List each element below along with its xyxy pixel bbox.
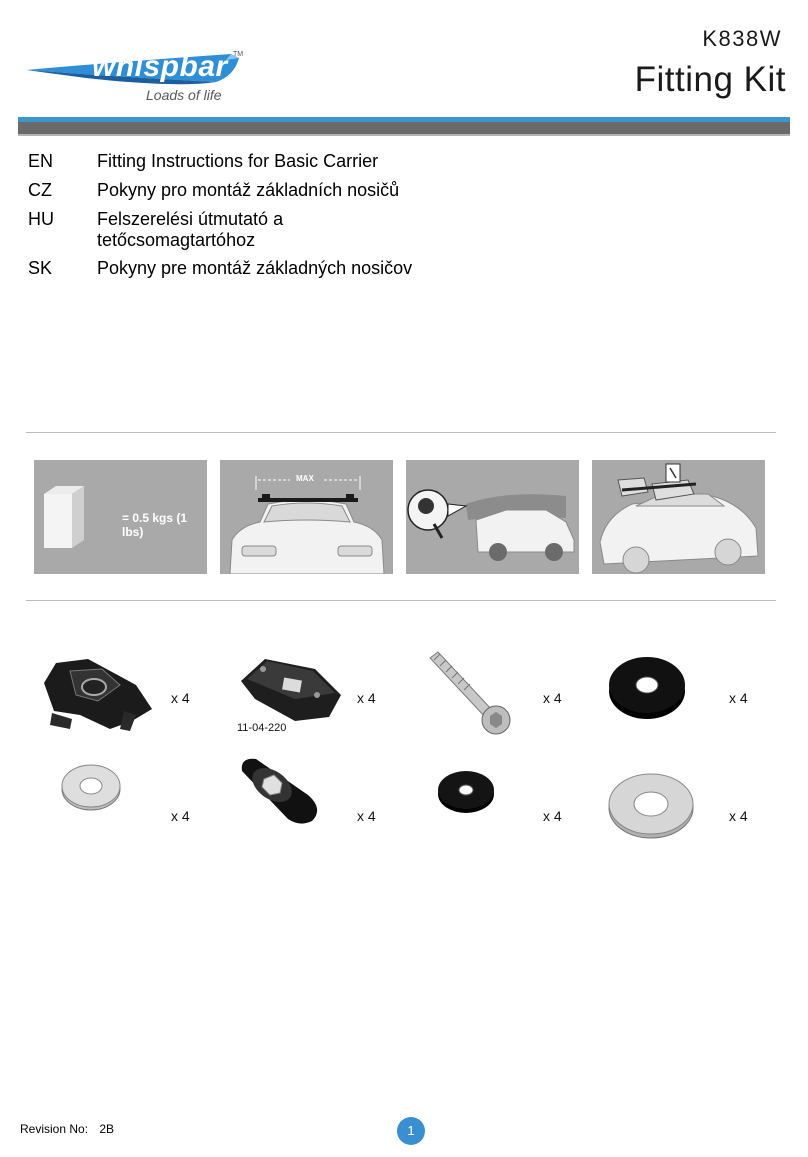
- bolt-icon: [420, 650, 512, 738]
- part-qty: x 4: [729, 690, 748, 706]
- flat-washer-small-icon: [60, 762, 122, 812]
- lang-code-hu: HU: [28, 209, 54, 229]
- car-roof-load-icon: [592, 460, 765, 574]
- page-number: 1: [397, 1117, 425, 1145]
- lang-code-cz: CZ: [28, 180, 52, 200]
- clamp-base-icon: [235, 655, 347, 725]
- model-number: K838W: [702, 26, 782, 51]
- rubber-washer-small-icon: [436, 770, 496, 814]
- lang-text-cz: Pokyny pro montáž základních nosičů: [97, 180, 400, 200]
- measure-panel: [406, 460, 579, 574]
- bar-spread-panel: [220, 460, 393, 574]
- tape-measure-car-icon: [406, 460, 579, 574]
- header-band: [18, 122, 790, 134]
- header-band-shadow: [18, 134, 790, 136]
- weight-label: = 0.5 kgs (1 lbs): [122, 511, 188, 539]
- max-label: MAX: [296, 474, 314, 483]
- divider: [26, 432, 776, 433]
- part-qty: x 4: [171, 690, 190, 706]
- lang-text-sk: Pokyny pre montáž základných nosičov: [97, 258, 413, 278]
- part-qty: x 4: [543, 690, 562, 706]
- rubber-washer-large-icon: [607, 655, 687, 721]
- lang-code-en: EN: [28, 151, 54, 171]
- lang-text-hu: Felszerelési útmutató a tetőcsomagtartóhoz: [97, 209, 284, 250]
- part-qty: x 4: [729, 808, 748, 824]
- lang-code-sk: SK: [28, 258, 53, 278]
- weight-panel: [34, 460, 207, 574]
- foot-pad-icon: [40, 655, 156, 733]
- roof-load-panel: [592, 460, 765, 574]
- part-qty: x 4: [357, 690, 376, 706]
- revision-value: 2B: [99, 1122, 115, 1136]
- flat-washer-large-icon: [606, 768, 696, 840]
- part-number: 11-04-220: [237, 722, 287, 734]
- trademark: TM: [233, 51, 244, 58]
- lang-text-en: Fitting Instructions for Basic Carrier: [97, 151, 379, 171]
- revision-label: Revision No:: [20, 1122, 89, 1136]
- part-qty: x 4: [357, 808, 376, 824]
- divider: [26, 600, 776, 601]
- nut-plate-icon: [236, 755, 326, 827]
- part-qty: x 4: [543, 808, 562, 824]
- part-qty: x 4: [171, 808, 190, 824]
- page-title: Fitting Kit: [634, 60, 786, 99]
- tagline: Loads of life: [146, 87, 222, 103]
- revision: [20, 1122, 114, 1136]
- brand-name: whispbar: [92, 50, 228, 83]
